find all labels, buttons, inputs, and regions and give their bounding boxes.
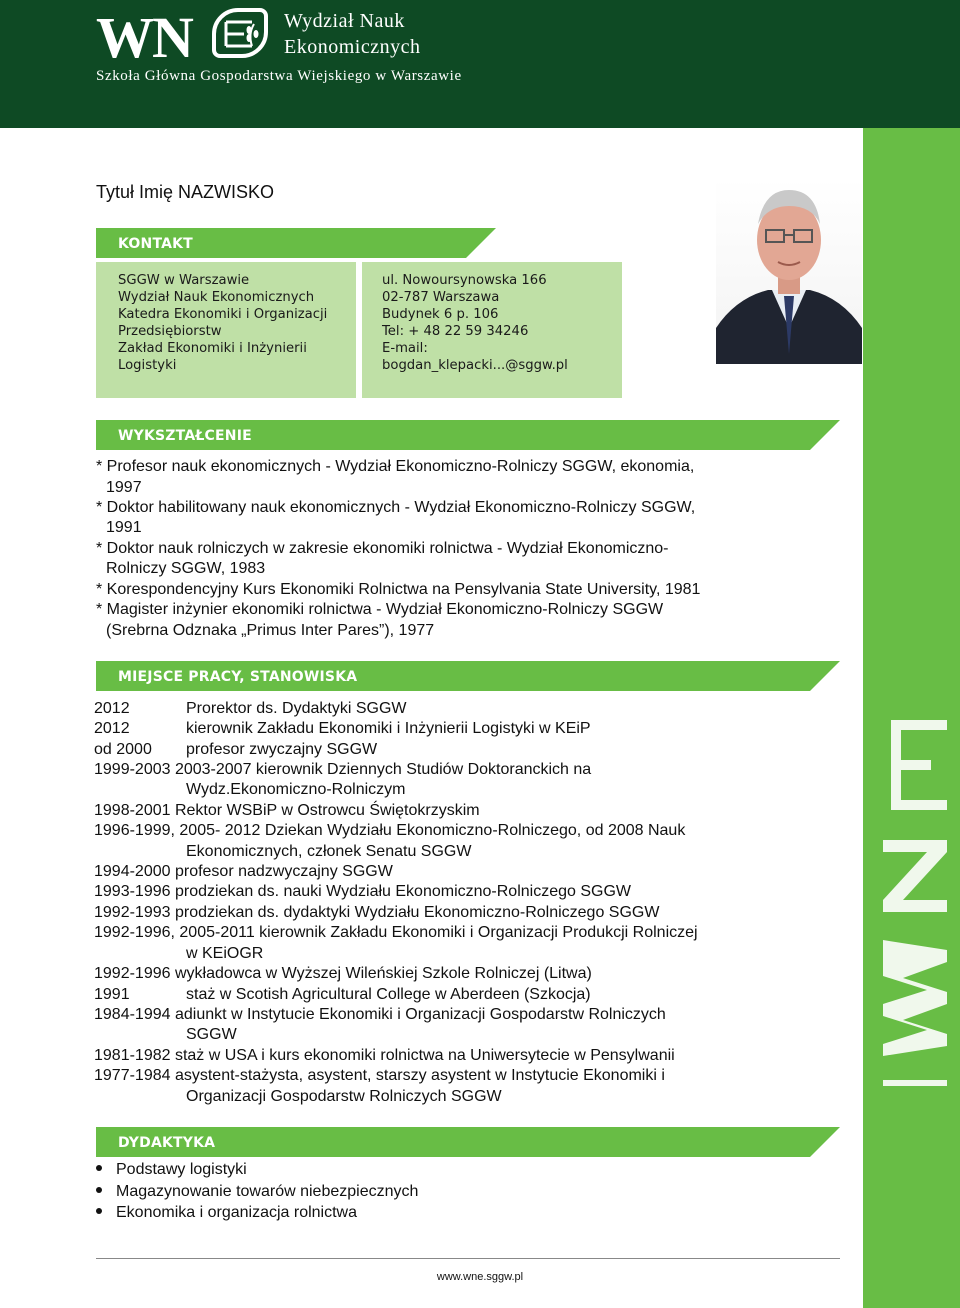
- work-line: 1984-1994 adiunkt w Instytucie Ekonomiki i Organizacji Gospodarstw Rolniczych: [94, 1006, 666, 1023]
- work-year: 2012: [94, 720, 130, 737]
- wne-watermark-icon: [863, 700, 960, 1150]
- section-title-contact: KONTAKT: [118, 236, 193, 252]
- university-name: Szkoła Główna Gospodarstwa Wiejskiego w Warszawie: [96, 68, 462, 84]
- teaching-item-label: Podstawy logistyki: [116, 1161, 247, 1178]
- work-position: kierownik Zakładu Ekonomiki i Inżynierii Logistyki w KEiP: [186, 720, 591, 737]
- footer-divider: [96, 1258, 840, 1259]
- work-year: od 2000: [94, 741, 152, 758]
- section-header-work: [96, 661, 840, 693]
- work-position: profesor zwyczajny SGGW: [186, 741, 378, 758]
- person-portrait-icon: [716, 178, 862, 364]
- bullet-icon: [96, 1208, 102, 1214]
- section-title-teaching: DYDAKTYKA: [118, 1135, 216, 1151]
- faculty-name-line2: Ekonomicznych: [284, 36, 421, 58]
- contact-email[interactable]: bogdan_klepacki...@sggw.pl: [382, 358, 568, 373]
- work-position: Prorektor ds. Dydaktyki SGGW: [186, 700, 407, 717]
- education-line: (Srebrna Odznaka „Primus Inter Pares”), 1977: [106, 622, 435, 639]
- section-title-work: MIEJSCE PRACY, STANOWISKA: [118, 669, 358, 685]
- education-line: * Profesor nauk ekonomicznych - Wydział Ekonomiczno-Rolniczy SGGW, ekonomia,: [96, 458, 695, 475]
- contact-institution-line: Katedra Ekonomiki i Organizacji: [118, 307, 328, 322]
- section-header-teaching: [96, 1127, 840, 1159]
- contact-address-line: 02-787 Warszawa: [382, 290, 500, 305]
- work-line: 1992-1996 wykładowca w Wyższej Wileńskiej Szkole Rolniczej (Litwa): [94, 965, 592, 982]
- footer-website-link[interactable]: www.wne.sggw.pl: [436, 1271, 524, 1283]
- teaching-item-label: Magazynowanie towarów niebezpiecznych: [116, 1183, 419, 1200]
- work-line-continued: SGGW: [186, 1026, 237, 1043]
- page-header: [0, 0, 960, 128]
- work-line-continued: Ekonomicznych, członek Senatu SGGW: [186, 843, 472, 860]
- teaching-item: [96, 1204, 357, 1222]
- education-line: 1997: [106, 479, 142, 496]
- work-position: staż w Scotish Agricultural College w Aberdeen (Szkocja): [186, 986, 591, 1003]
- education-line: Rolniczy SGGW, 1983: [106, 560, 266, 577]
- teaching-item: [96, 1183, 418, 1201]
- work-line: 1999-2003 2003-2007 kierownik Dziennych Studiów Doktoranckich na: [94, 761, 592, 778]
- work-line: 1981-1982 staż w USA i kurs ekonomiki rolnictwa na Uniwersytecie w Pensylwanii: [94, 1047, 675, 1064]
- bullet-icon: [96, 1187, 102, 1193]
- work-line-continued: Organizacji Gospodarstw Rolniczych SGGW: [186, 1088, 502, 1105]
- profile-photo: [716, 178, 862, 364]
- work-line: 1993-1996 prodziekan ds. nauki Wydziału Ekonomiczno-Rolniczego SGGW: [94, 883, 632, 900]
- teaching-item-label: Ekonomika i organizacja rolnictwa: [116, 1204, 357, 1221]
- contact-address-line: ul. Nowoursynowska 166: [382, 273, 547, 288]
- work-line: 1992-1993 prodziekan ds. dydaktyki Wydziału Ekonomiczno-Rolniczego SGGW: [94, 904, 660, 921]
- work-line: 1992-1996, 2005-2011 kierownik Zakładu Ekonomiki i Organizacji Produkcji Rolniczej: [94, 924, 698, 941]
- contact-institution-line: Zakład Ekonomiki i Inżynierii: [118, 341, 307, 356]
- teaching-item: [96, 1161, 247, 1179]
- contact-institution-box: [96, 262, 356, 398]
- contact-institution-line: SGGW w Warszawie: [118, 273, 250, 288]
- section-header-education: [96, 420, 840, 452]
- work-line-continued: Wydz.Ekonomiczno-Rolniczym: [186, 781, 406, 798]
- section-header-contact: [96, 228, 496, 260]
- logo-letters: WN: [96, 5, 192, 70]
- education-line: * Magister inżynier ekonomiki rolnictwa - Wydział Ekonomiczno-Rolniczy SGGW: [96, 601, 664, 618]
- contact-institution-line: Przedsiębiorstw: [118, 324, 222, 339]
- wheat-icon: [222, 16, 262, 52]
- contact-phone: Tel: + 48 22 59 34246: [382, 324, 529, 339]
- contact-address-box: [362, 262, 622, 398]
- work-year: 1991: [94, 986, 130, 1003]
- work-line: 1998-2001 Rektor WSBiP w Ostrowcu Świętokrzyskim: [94, 802, 480, 819]
- education-line: * Doktor habilitowany nauk ekonomicznych - Wydział Ekonomiczno-Rolniczy SGGW,: [96, 499, 696, 516]
- faculty-name-line1: Wydział Nauk: [284, 10, 405, 32]
- contact-institution-line: Logistyki: [118, 358, 177, 373]
- education-line: * Doktor nauk rolniczych w zakresie ekonomiki rolnictwa - Wydział Ekonomiczno-: [96, 540, 669, 557]
- work-year: 2012: [94, 700, 130, 717]
- education-line: 1991: [106, 519, 142, 536]
- contact-institution-line: Wydział Nauk Ekonomicznych: [118, 290, 315, 305]
- education-line: * Korespondencyjny Kurs Ekonomiki Rolnictwa na Pensylvania State University, 1981: [96, 581, 701, 598]
- work-line-continued: w KEiOGR: [186, 945, 264, 962]
- bullet-icon: [96, 1165, 102, 1171]
- section-title-education: WYKSZTAŁCENIE: [118, 428, 252, 444]
- work-line: 1996-1999, 2005- 2012 Dziekan Wydziału Ekonomiczno-Rolniczego, od 2008 Nauk: [94, 822, 686, 839]
- contact-email-label: E-mail:: [382, 341, 428, 356]
- work-line: 1977-1984 asystent-stażysta, asystent, starszy asystent w Instytucie Ekonomiki i: [94, 1067, 665, 1084]
- contact-address-line: Budynek 6 p. 106: [382, 307, 499, 322]
- person-name-title: Tytuł Imię NAZWISKO: [96, 182, 275, 202]
- logo-e-emblem: [212, 8, 268, 58]
- work-line: 1994-2000 profesor nadzwyczajny SGGW: [94, 863, 393, 880]
